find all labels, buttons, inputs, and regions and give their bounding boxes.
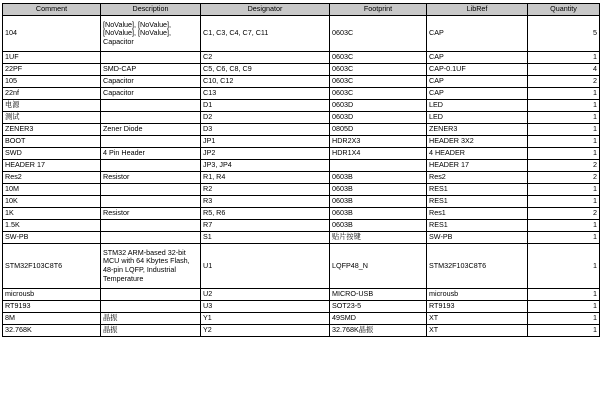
cell-description[interactable] <box>101 220 201 232</box>
cell-comment[interactable]: BOOT <box>3 136 101 148</box>
table-row <box>3 232 600 244</box>
cell-quantity[interactable]: 5 <box>528 16 600 52</box>
cell-quantity[interactable]: 1 <box>528 325 600 337</box>
table-row <box>3 184 600 196</box>
table-row <box>3 208 600 220</box>
header-designator[interactable]: Designator <box>201 4 330 16</box>
header-description[interactable]: Description <box>101 4 201 16</box>
cell-description[interactable]: Capacitor <box>101 88 201 100</box>
cell-comment[interactable]: microusb <box>3 289 101 301</box>
cell-designator[interactable]: R7 <box>201 220 330 232</box>
cell-designator[interactable]: C2 <box>201 52 330 64</box>
table-row <box>3 172 600 184</box>
table-row <box>3 136 600 148</box>
cell-designator[interactable]: Y2 <box>201 325 330 337</box>
table-row <box>3 100 600 112</box>
cell-libref[interactable]: STM32F103C8T6 <box>427 244 528 289</box>
cell-designator[interactable]: R1, R4 <box>201 172 330 184</box>
cell-footprint[interactable]: 0805D <box>330 124 427 136</box>
cell-footprint[interactable]: 0603B <box>330 196 427 208</box>
cell-quantity[interactable]: 1 <box>528 100 600 112</box>
cell-description[interactable] <box>101 232 201 244</box>
cell-designator[interactable]: U1 <box>201 244 330 289</box>
cell-comment[interactable]: ZENER3 <box>3 124 101 136</box>
cell-designator[interactable]: D2 <box>201 112 330 124</box>
cell-quantity[interactable]: 1 <box>528 124 600 136</box>
cell-footprint[interactable]: 32.768K晶振 <box>330 325 427 337</box>
cell-footprint[interactable]: LQFP48_N <box>330 244 427 289</box>
cell-quantity[interactable]: 2 <box>528 172 600 184</box>
cell-quantity[interactable]: 1 <box>528 289 600 301</box>
cell-description[interactable] <box>101 136 201 148</box>
header-row <box>3 4 600 16</box>
header-libref[interactable]: LibRef <box>427 4 528 16</box>
cell-footprint[interactable]: 0603B <box>330 220 427 232</box>
cell-designator[interactable]: C1, C3, C4, C7, C11 <box>201 16 330 52</box>
table-row <box>3 124 600 136</box>
cell-description[interactable] <box>101 112 201 124</box>
cell-designator[interactable]: D1 <box>201 100 330 112</box>
cell-comment[interactable]: 1K <box>3 208 101 220</box>
cell-designator[interactable]: C5, C6, C8, C9 <box>201 64 330 76</box>
cell-comment[interactable]: 1UF <box>3 52 101 64</box>
cell-footprint[interactable]: 0603C <box>330 76 427 88</box>
cell-comment[interactable]: 10M <box>3 184 101 196</box>
cell-libref[interactable]: 4 HEADER <box>427 148 528 160</box>
cell-libref[interactable]: XT <box>427 313 528 325</box>
cell-libref[interactable]: ZENER3 <box>427 124 528 136</box>
cell-footprint[interactable]: 0603D <box>330 100 427 112</box>
cell-description[interactable]: 晶振 <box>101 313 201 325</box>
cell-quantity[interactable]: 1 <box>528 52 600 64</box>
cell-libref[interactable]: LED <box>427 100 528 112</box>
cell-footprint[interactable]: 0603C <box>330 52 427 64</box>
table-row <box>3 148 600 160</box>
cell-designator[interactable]: S1 <box>201 232 330 244</box>
cell-libref[interactable]: RES1 <box>427 220 528 232</box>
cell-footprint[interactable]: SOT23-5 <box>330 301 427 313</box>
cell-libref[interactable]: microusb <box>427 289 528 301</box>
cell-footprint[interactable]: 0603D <box>330 112 427 124</box>
table-row <box>3 76 600 88</box>
cell-footprint[interactable]: 0603B <box>330 172 427 184</box>
table-row <box>3 313 600 325</box>
cell-quantity[interactable]: 2 <box>528 76 600 88</box>
cell-description[interactable]: Capacitor <box>101 76 201 88</box>
cell-footprint[interactable]: HDR2X3 <box>330 136 427 148</box>
cell-description[interactable]: Resistor <box>101 172 201 184</box>
cell-comment[interactable]: 22nf <box>3 88 101 100</box>
cell-libref[interactable]: Res1 <box>427 208 528 220</box>
cell-comment[interactable]: 测试 <box>3 112 101 124</box>
cell-libref[interactable]: HEADER 3X2 <box>427 136 528 148</box>
cell-quantity[interactable]: 1 <box>528 88 600 100</box>
cell-quantity[interactable]: 1 <box>528 136 600 148</box>
cell-description[interactable] <box>101 100 201 112</box>
cell-description[interactable]: Zener Diode <box>101 124 201 136</box>
cell-description[interactable]: STM32 ARM-based 32-bit MCU with 64 Kbytes Flash, 48-pin LQFP, Industrial Temperature <box>101 244 201 289</box>
cell-description[interactable] <box>101 301 201 313</box>
cell-comment[interactable]: RT9193 <box>3 301 101 313</box>
cell-quantity[interactable]: 1 <box>528 148 600 160</box>
cell-libref[interactable]: CAP <box>427 52 528 64</box>
cell-footprint[interactable]: 0603C <box>330 88 427 100</box>
cell-designator[interactable]: D3 <box>201 124 330 136</box>
cell-quantity[interactable]: 1 <box>528 112 600 124</box>
cell-comment[interactable]: 32.768K <box>3 325 101 337</box>
cell-quantity[interactable]: 1 <box>528 196 600 208</box>
cell-designator[interactable]: R2 <box>201 184 330 196</box>
cell-libref[interactable]: RES1 <box>427 196 528 208</box>
cell-quantity[interactable]: 1 <box>528 184 600 196</box>
cell-designator[interactable]: JP3, JP4 <box>201 160 330 172</box>
table-row <box>3 301 600 313</box>
cell-libref[interactable]: CAP <box>427 76 528 88</box>
cell-comment[interactable]: SWD <box>3 148 101 160</box>
table-row <box>3 112 600 124</box>
table-row <box>3 16 600 52</box>
table-row <box>3 220 600 232</box>
cell-quantity[interactable]: 1 <box>528 220 600 232</box>
cell-libref[interactable]: LED <box>427 112 528 124</box>
table-row <box>3 52 600 64</box>
cell-footprint[interactable]: 0603C <box>330 16 427 52</box>
cell-footprint[interactable]: MICRO-USB <box>330 289 427 301</box>
cell-designator[interactable]: C13 <box>201 88 330 100</box>
cell-footprint[interactable]: 0603B <box>330 184 427 196</box>
cell-comment[interactable]: 8M <box>3 313 101 325</box>
cell-description[interactable]: Resistor <box>101 208 201 220</box>
cell-comment[interactable]: 104 <box>3 16 101 52</box>
header-footprint[interactable]: Footprint <box>330 4 427 16</box>
cell-libref[interactable]: CAP <box>427 16 528 52</box>
cell-libref[interactable]: HEADER 17 <box>427 160 528 172</box>
cell-libref[interactable]: RES1 <box>427 184 528 196</box>
cell-footprint[interactable]: 49SMD <box>330 313 427 325</box>
header-quantity[interactable]: Quantity <box>528 4 600 16</box>
cell-description[interactable] <box>101 196 201 208</box>
cell-footprint[interactable]: HDR1X4 <box>330 148 427 160</box>
cell-footprint[interactable]: 贴片按键 <box>330 232 427 244</box>
cell-comment[interactable]: Res2 <box>3 172 101 184</box>
table-row <box>3 88 600 100</box>
cell-quantity[interactable]: 2 <box>528 208 600 220</box>
cell-footprint[interactable] <box>330 160 427 172</box>
cell-designator[interactable]: C10, C12 <box>201 76 330 88</box>
cell-comment[interactable]: STM32F103C8T6 <box>3 244 101 289</box>
cell-libref[interactable]: SW-PB <box>427 232 528 244</box>
bom-sheet <box>2 3 599 337</box>
cell-comment[interactable]: 1.5K <box>3 220 101 232</box>
cell-designator[interactable]: Y1 <box>201 313 330 325</box>
cell-comment[interactable]: 电源 <box>3 100 101 112</box>
bom-table <box>2 3 600 337</box>
bom-body <box>3 16 600 337</box>
cell-designator[interactable]: R3 <box>201 196 330 208</box>
cell-libref[interactable]: RT9193 <box>427 301 528 313</box>
cell-description[interactable] <box>101 160 201 172</box>
cell-libref[interactable]: XT <box>427 325 528 337</box>
cell-comment[interactable]: 105 <box>3 76 101 88</box>
cell-quantity[interactable]: 4 <box>528 64 600 76</box>
cell-quantity[interactable]: 1 <box>528 244 600 289</box>
cell-description[interactable] <box>101 184 201 196</box>
cell-designator[interactable]: U2 <box>201 289 330 301</box>
cell-libref[interactable]: CAP <box>427 88 528 100</box>
cell-description[interactable] <box>101 289 201 301</box>
cell-designator[interactable]: R5, R6 <box>201 208 330 220</box>
header-comment[interactable]: Comment <box>3 4 101 16</box>
cell-quantity[interactable]: 1 <box>528 301 600 313</box>
cell-description[interactable]: SMD-CAP <box>101 64 201 76</box>
cell-description[interactable] <box>101 52 201 64</box>
cell-comment[interactable]: HEADER 17 <box>3 160 101 172</box>
cell-description[interactable]: [NoValue], [NoValue], [NoValue], [NoValue], Capacitor <box>101 16 201 52</box>
cell-comment[interactable]: 22PF <box>3 64 101 76</box>
table-row <box>3 289 600 301</box>
cell-description[interactable]: 晶振 <box>101 325 201 337</box>
cell-quantity[interactable]: 1 <box>528 232 600 244</box>
cell-comment[interactable]: 10K <box>3 196 101 208</box>
cell-quantity[interactable]: 2 <box>528 160 600 172</box>
cell-footprint[interactable]: 0603C <box>330 64 427 76</box>
table-row <box>3 196 600 208</box>
cell-designator[interactable]: JP1 <box>201 136 330 148</box>
cell-libref[interactable]: Res2 <box>427 172 528 184</box>
cell-description[interactable]: 4 Pin Header <box>101 148 201 160</box>
cell-designator[interactable]: U3 <box>201 301 330 313</box>
table-row <box>3 325 600 337</box>
table-row <box>3 160 600 172</box>
cell-designator[interactable]: JP2 <box>201 148 330 160</box>
cell-comment[interactable]: SW-PB <box>3 232 101 244</box>
table-row <box>3 244 600 289</box>
table-row <box>3 64 600 76</box>
cell-quantity[interactable]: 1 <box>528 313 600 325</box>
cell-libref[interactable]: CAP-0.1UF <box>427 64 528 76</box>
cell-footprint[interactable]: 0603B <box>330 208 427 220</box>
